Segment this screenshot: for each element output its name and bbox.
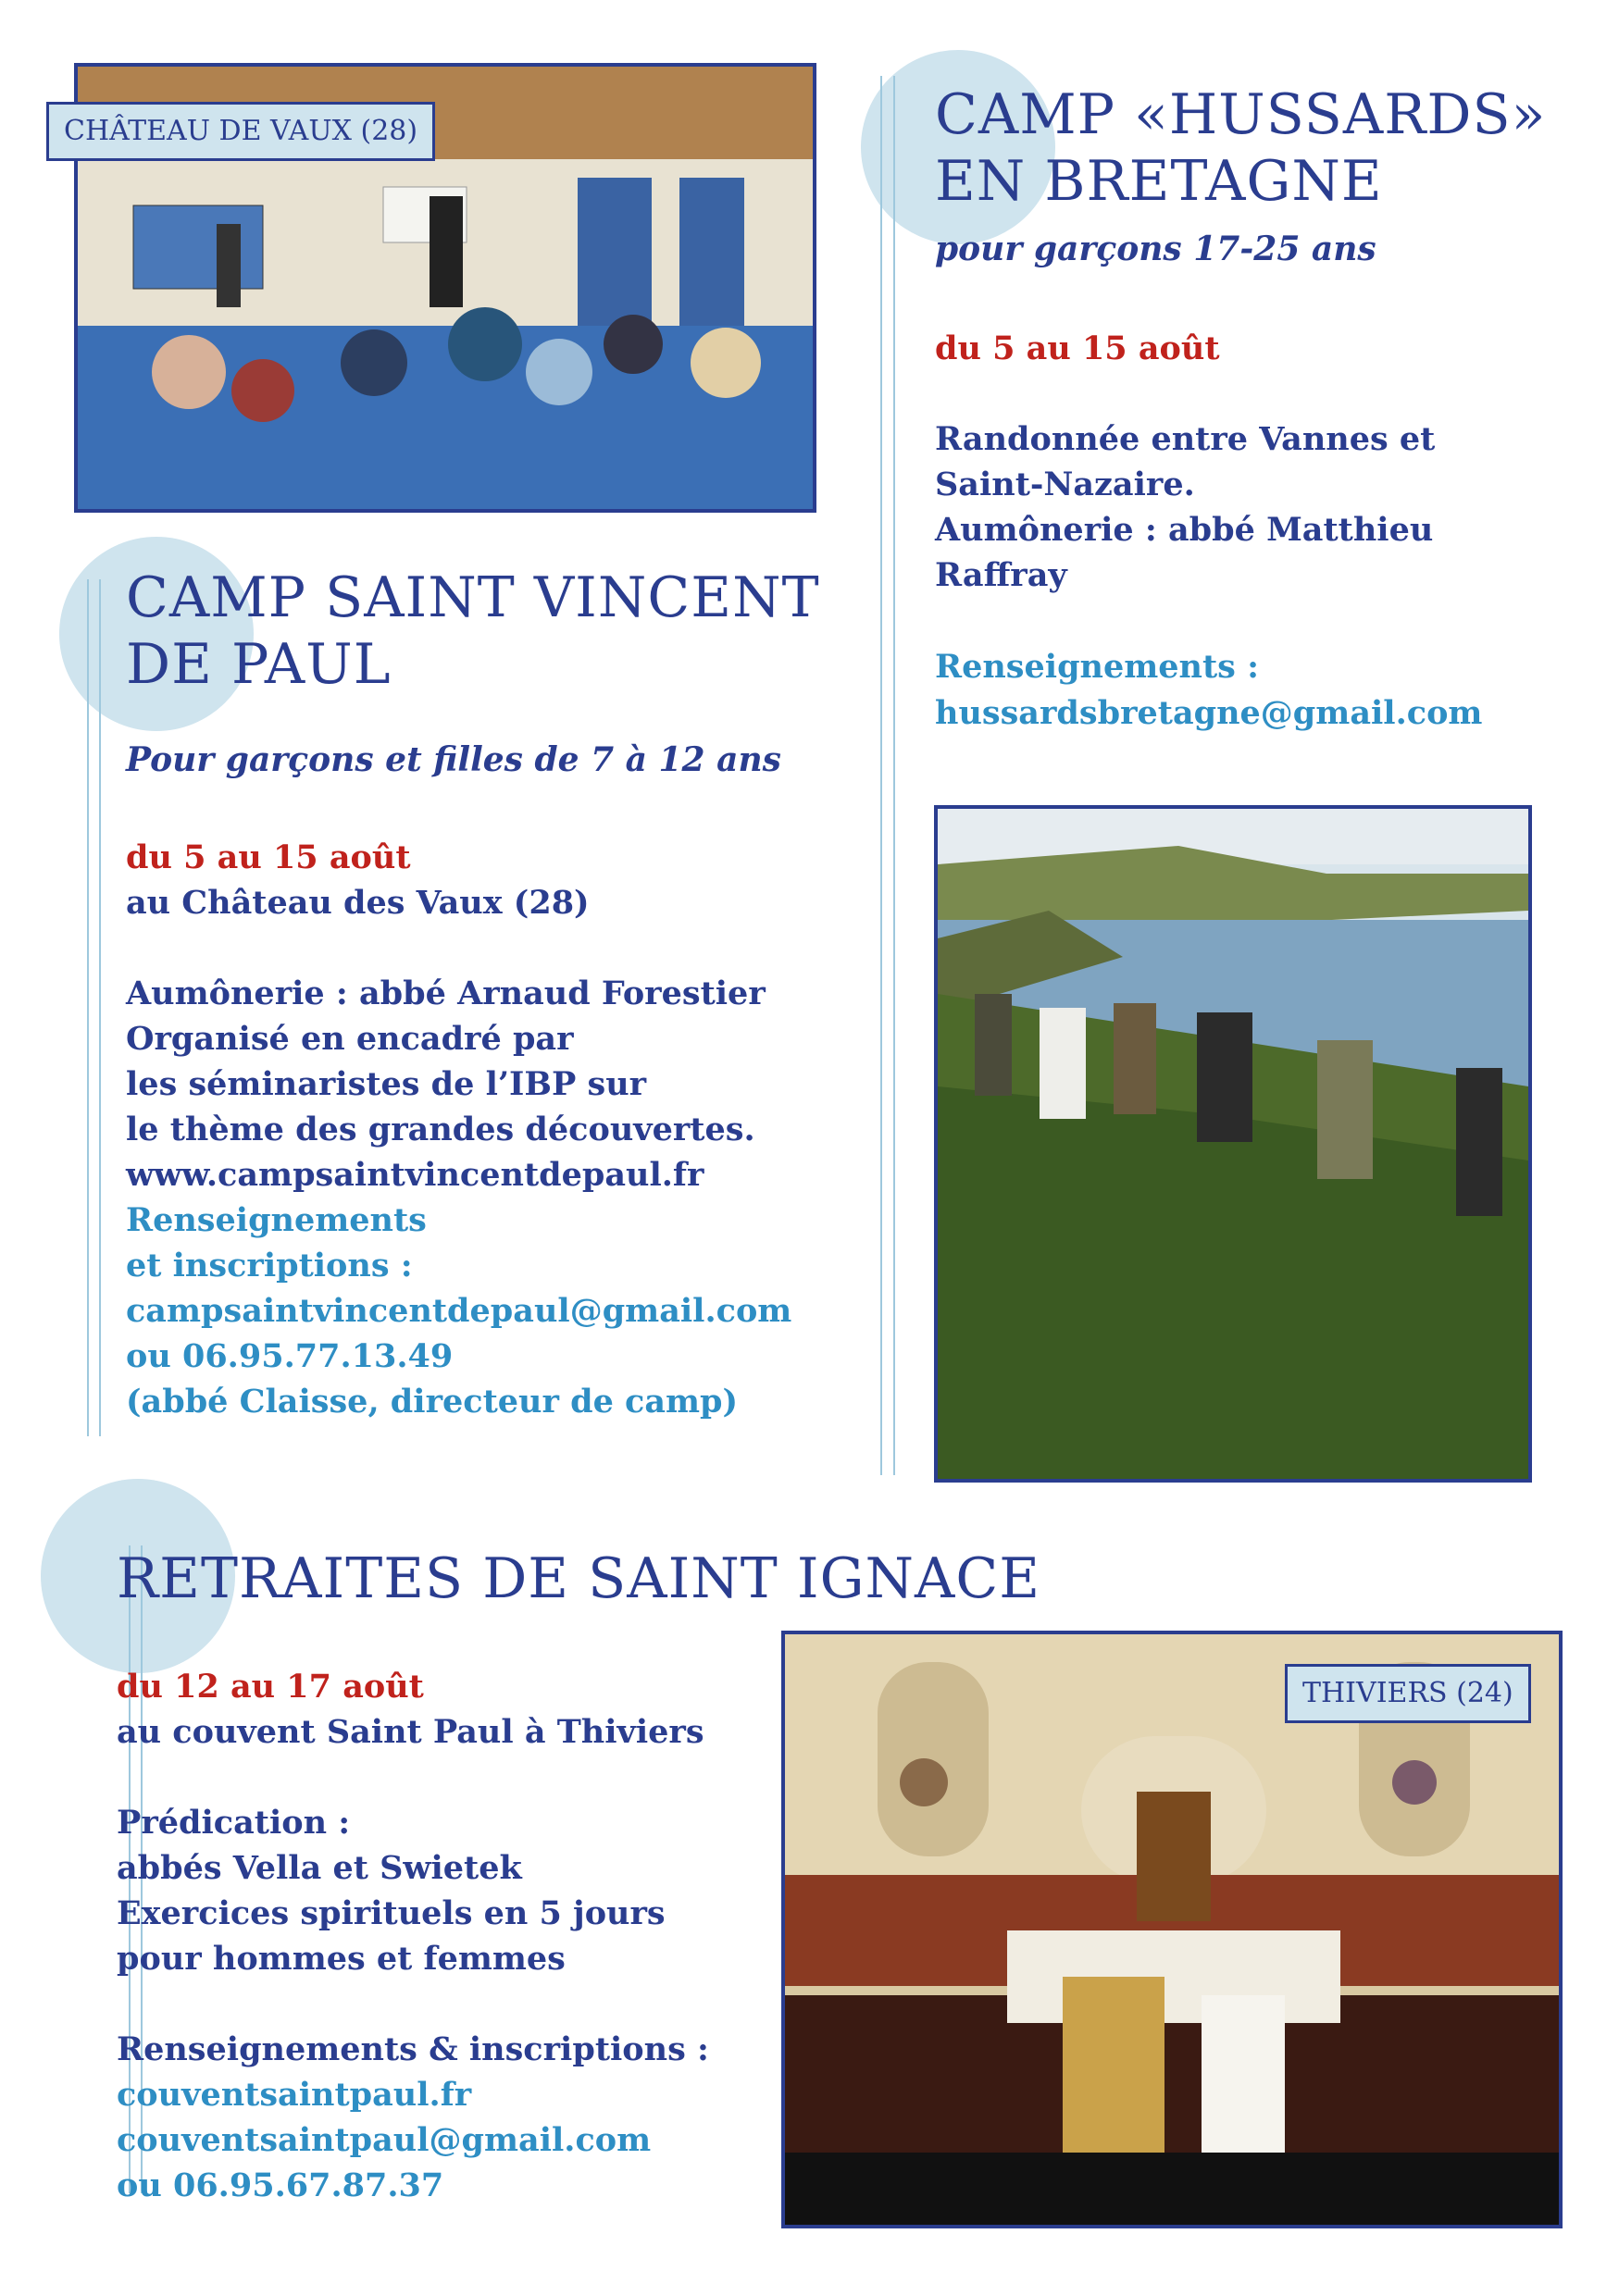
vaux-location-tag: CHÂTEAU DE VAUX (28) [46, 102, 435, 161]
hussards-info-label: Renseignements : [935, 648, 1259, 686]
hussards-dates: du 5 au 15 août [935, 329, 1220, 367]
hussards-title-line: EN BRETAGNE [935, 149, 1383, 214]
vincent-director: (abbé Claisse, directeur de camp) [126, 1383, 739, 1421]
vincent-dates: du 5 au 15 août [126, 838, 411, 876]
divider-line [893, 76, 895, 1475]
hussards-title [935, 81, 1546, 215]
vincent-info: et inscriptions : [126, 1247, 413, 1285]
ignace-email-link[interactable]: couventsaintpaul@gmail.com [117, 2121, 652, 2159]
thiviers-location-tag: THIVIERS (24) [1285, 1664, 1531, 1723]
ignace-desc: Exercices spirituels en 5 jours [117, 1894, 666, 1932]
divider-line [87, 579, 89, 1436]
ignace-website-link[interactable]: couventsaintpaul.fr [117, 2076, 472, 2114]
vincent-title-line: DE PAUL [126, 632, 392, 697]
vincent-info: Renseignements [126, 1201, 427, 1239]
vincent-desc: les séminaristes de l’IBP sur [126, 1065, 647, 1103]
ignace-dates: du 12 au 17 août [117, 1668, 424, 1706]
vincent-desc: le thème des grandes découvertes. [126, 1111, 755, 1148]
hussards-desc: Aumônerie : abbé Matthieu [935, 511, 1434, 549]
ignace-title: RETRAITES DE SAINT IGNACE [117, 1546, 1041, 1611]
vincent-desc: Organisé en encadré par [126, 1020, 574, 1058]
divider-line [99, 579, 101, 1436]
vincent-website-link[interactable]: www.campsaintvincentdepaul.fr [126, 1156, 704, 1194]
hussards-title-line: CAMP «HUSSARDS» [935, 82, 1547, 147]
vincent-email-link[interactable]: campsaintvincentdepaul@gmail.com [126, 1292, 792, 1330]
hussards-desc: Randonnée entre Vannes et [935, 420, 1436, 458]
ignace-place: au couvent Saint Paul à Thiviers [117, 1713, 704, 1751]
ignace-phone: ou 06.95.67.87.37 [117, 2166, 444, 2204]
ignace-desc: pour hommes et femmes [117, 1940, 566, 1978]
vincent-desc: Aumônerie : abbé Arnaud Forestier [126, 974, 766, 1012]
ignace-pred-label: Prédication : [117, 1804, 351, 1842]
divider-line [880, 76, 882, 1475]
ignace-info-label: Renseignements & inscriptions : [117, 2030, 709, 2068]
hussards-desc: Saint-Nazaire. [935, 465, 1195, 503]
vincent-subtitle: Pour garçons et filles de 7 à 12 ans [126, 740, 781, 779]
vincent-place: au Château des Vaux (28) [126, 884, 590, 922]
hussards-desc: Raffray [935, 556, 1067, 594]
vincent-title-line: CAMP SAINT VINCENT [126, 565, 820, 630]
vincent-title [126, 565, 820, 698]
bretagne-photo-illustration [938, 809, 1528, 1479]
ignace-pred-names: abbés Vella et Swietek [117, 1849, 522, 1887]
hussards-email-link[interactable]: hussardsbretagne@gmail.com [935, 694, 1483, 732]
vincent-phone: ou 06.95.77.13.49 [126, 1337, 454, 1375]
hussards-subtitle: pour garçons 17-25 ans [935, 230, 1376, 268]
bretagne-photo [934, 805, 1532, 1483]
